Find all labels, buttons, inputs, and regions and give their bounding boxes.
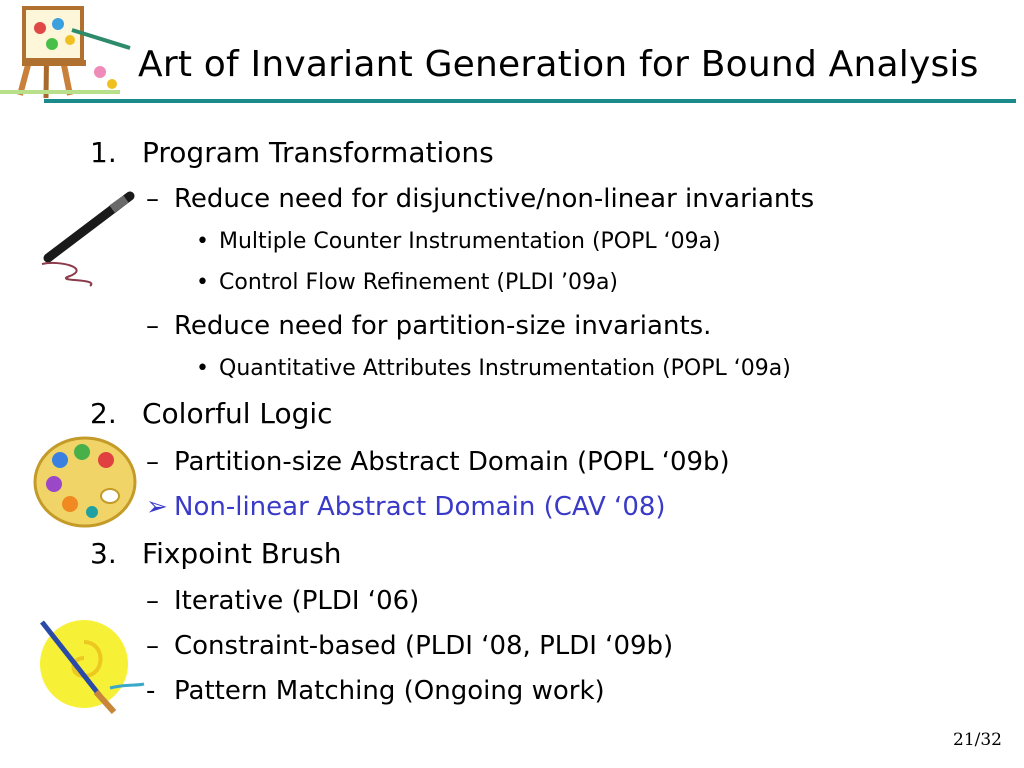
outline-item: Control Flow Refinement (PLDI ’09a) [219,270,619,295]
outline-item: Iterative (PLDI ‘06) [174,586,420,616]
outline-item: Multiple Counter Instrumentation (POPL ‘09a) [219,229,721,254]
outline-item: Program Transformations [142,136,494,169]
outline-marker: – [146,447,159,477]
slide-title: Art of Invariant Generation for Bound Analysis [138,44,979,85]
outline-item: Quantitative Attributes Instrumentation (POPL ‘09a) [219,356,791,381]
outline-marker: 2. [90,397,117,430]
outline-marker: • [196,270,209,295]
title-underline [44,99,1016,103]
outline-item: Reduce need for disjunctive/non-linear invariants [174,184,815,214]
outline-item: Colorful Logic [142,397,333,430]
pen-icon [30,190,140,290]
brush-icon [36,614,146,714]
outline-item: Pattern Matching (Ongoing work) [174,676,605,706]
outline-marker: – [146,311,159,341]
outline-marker: ➢ [146,492,168,522]
page-number: 21/32 [953,730,1002,750]
outline-item: Fixpoint Brush [142,537,342,570]
outline-item: Partition-size Abstract Domain (POPL ‘09b) [174,447,730,477]
outline-marker: 3. [90,537,117,570]
outline-marker: • [196,229,209,254]
outline-marker: • [196,356,209,381]
outline-marker: - [146,676,156,706]
outline-marker: – [146,631,159,661]
outline-item: Constraint-based (PLDI ‘08, PLDI ‘09b) [174,631,674,661]
outline-marker: – [146,586,159,616]
outline-marker: 1. [90,136,117,169]
palette-icon [30,432,140,532]
easel-icon [0,0,135,100]
outline-marker: – [146,184,159,214]
outline-item-highlighted: Non-linear Abstract Domain (CAV ‘08) [174,492,666,522]
outline-item: Reduce need for partition-size invariants. [174,311,712,341]
